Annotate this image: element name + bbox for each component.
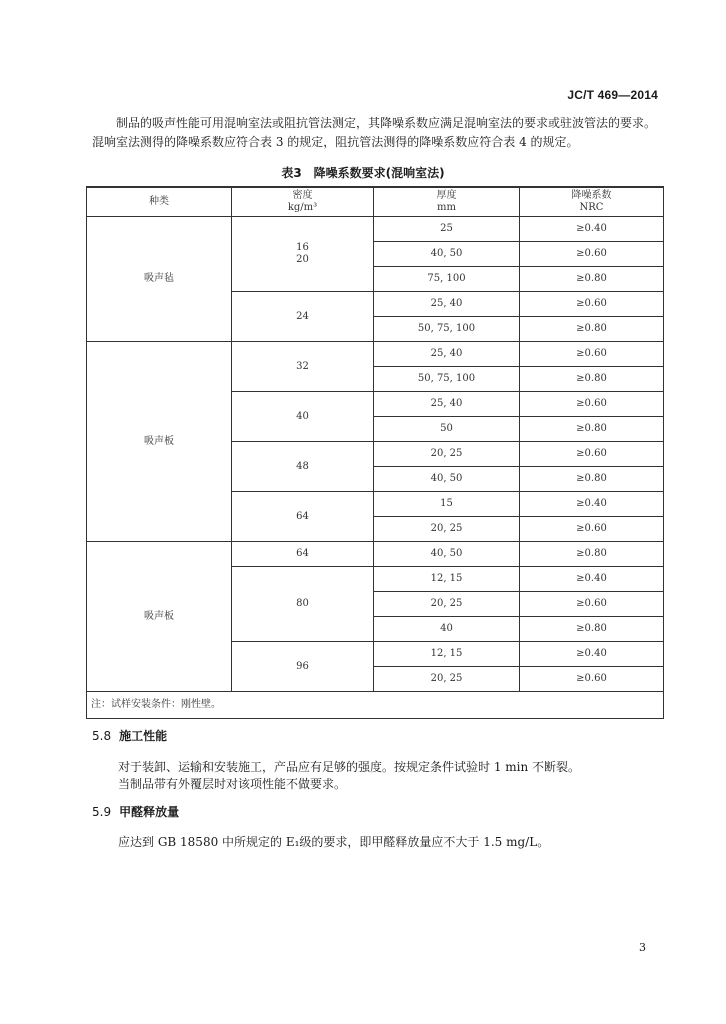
table-note: 注：试样安装条件：刚性壁。 (87, 692, 664, 719)
cell-thickness: 12, 15 (374, 567, 520, 592)
section-5-9-text: 应达到 GB 18580 中所规定的 E₁级的要求，即甲醛释放量应不大于 1.5 mg/L。 (118, 835, 550, 849)
header-thickness: 厚度 mm (374, 187, 520, 217)
cell-thickness: 40, 50 (374, 242, 520, 267)
cell-density: 24 (232, 292, 374, 342)
cell-nrc: ≥0.80 (520, 267, 664, 292)
cell-nrc: ≥0.60 (520, 667, 664, 692)
cell-nrc: ≥0.80 (520, 417, 664, 442)
cell-thickness: 20, 25 (374, 592, 520, 617)
cell-nrc: ≥0.60 (520, 242, 664, 267)
table-row (87, 342, 664, 367)
nrc-requirements-table (86, 186, 664, 719)
cell-thickness: 50 (374, 417, 520, 442)
cell-thickness: 40 (374, 617, 520, 642)
section-number: 5.8 (92, 729, 112, 743)
cell-nrc: ≥0.40 (520, 567, 664, 592)
cell-thickness: 25, 40 (374, 292, 520, 317)
table-note-row (87, 692, 664, 719)
cell-nrc: ≥0.80 (520, 367, 664, 392)
cell-thickness: 50, 75, 100 (374, 317, 520, 342)
cell-type: 吸声板 (87, 342, 232, 542)
table-header-row (87, 187, 664, 217)
header-nrc: 降噪系数 NRC (520, 187, 664, 217)
page-number: 3 (639, 941, 646, 954)
cell-thickness: 15 (374, 492, 520, 517)
table-row (87, 542, 664, 567)
cell-nrc: ≥0.60 (520, 342, 664, 367)
section-5-8-text-2: 当制品带有外覆层时对该项性能不做要求。 (118, 777, 347, 791)
cell-density: 16 20 (232, 217, 374, 292)
cell-nrc: ≥0.80 (520, 467, 664, 492)
cell-thickness: 50, 75, 100 (374, 367, 520, 392)
section-number: 5.9 (92, 805, 112, 819)
cell-nrc: ≥0.80 (520, 542, 664, 567)
cell-thickness: 25, 40 (374, 392, 520, 417)
cell-thickness: 20, 25 (374, 442, 520, 467)
cell-density: 96 (232, 642, 374, 692)
cell-nrc: ≥0.60 (520, 442, 664, 467)
cell-thickness: 20, 25 (374, 667, 520, 692)
cell-density: 64 (232, 542, 374, 567)
cell-type: 吸声毡 (87, 217, 232, 342)
cell-nrc: ≥0.40 (520, 642, 664, 667)
cell-density: 48 (232, 442, 374, 492)
section-5-8-text-1: 对于装卸、运输和安装施工，产品应有足够的强度。按规定条件试验时 1 min 不断裂。 (118, 760, 581, 774)
cell-nrc: ≥0.80 (520, 617, 664, 642)
cell-nrc: ≥0.60 (520, 292, 664, 317)
header-density: 密度 kg/m³ (232, 187, 374, 217)
section-title: 甲醛释放量 (119, 805, 180, 819)
cell-thickness: 40, 50 (374, 542, 520, 567)
cell-nrc: ≥0.80 (520, 317, 664, 342)
cell-nrc: ≥0.60 (520, 517, 664, 542)
intro-paragraph: 制品的吸声性能可用混响室法或阻抗管法测定，其降噪系数应满足混响室法的要求或驻波管法的要求。混响室法测得的降噪系数应符合表 3 的规定，阻抗管法测得的降噪系数应符合表 4 的规定。 (92, 116, 657, 149)
cell-thickness: 25, 40 (374, 342, 520, 367)
cell-density: 64 (232, 492, 374, 542)
section-title: 施工性能 (119, 729, 168, 743)
cell-density: 40 (232, 392, 374, 442)
table-row (87, 217, 664, 242)
cell-nrc: ≥0.60 (520, 392, 664, 417)
cell-thickness: 25 (374, 217, 520, 242)
cell-thickness: 12, 15 (374, 642, 520, 667)
cell-density: 80 (232, 567, 374, 642)
cell-nrc: ≥0.40 (520, 217, 664, 242)
standard-code: JC/T 469—2014 (567, 88, 658, 102)
cell-thickness: 20, 25 (374, 517, 520, 542)
cell-density: 32 (232, 342, 374, 392)
cell-type: 吸声板 (87, 542, 232, 692)
cell-thickness: 75, 100 (374, 267, 520, 292)
section-5-8-heading (92, 727, 167, 744)
cell-nrc: ≥0.40 (520, 492, 664, 517)
table-caption: 表3 降噪系数要求(混响室法) (281, 166, 445, 180)
cell-nrc: ≥0.60 (520, 592, 664, 617)
header-type: 种类 (87, 187, 232, 217)
cell-thickness: 40, 50 (374, 467, 520, 492)
section-5-9-heading (92, 803, 179, 820)
